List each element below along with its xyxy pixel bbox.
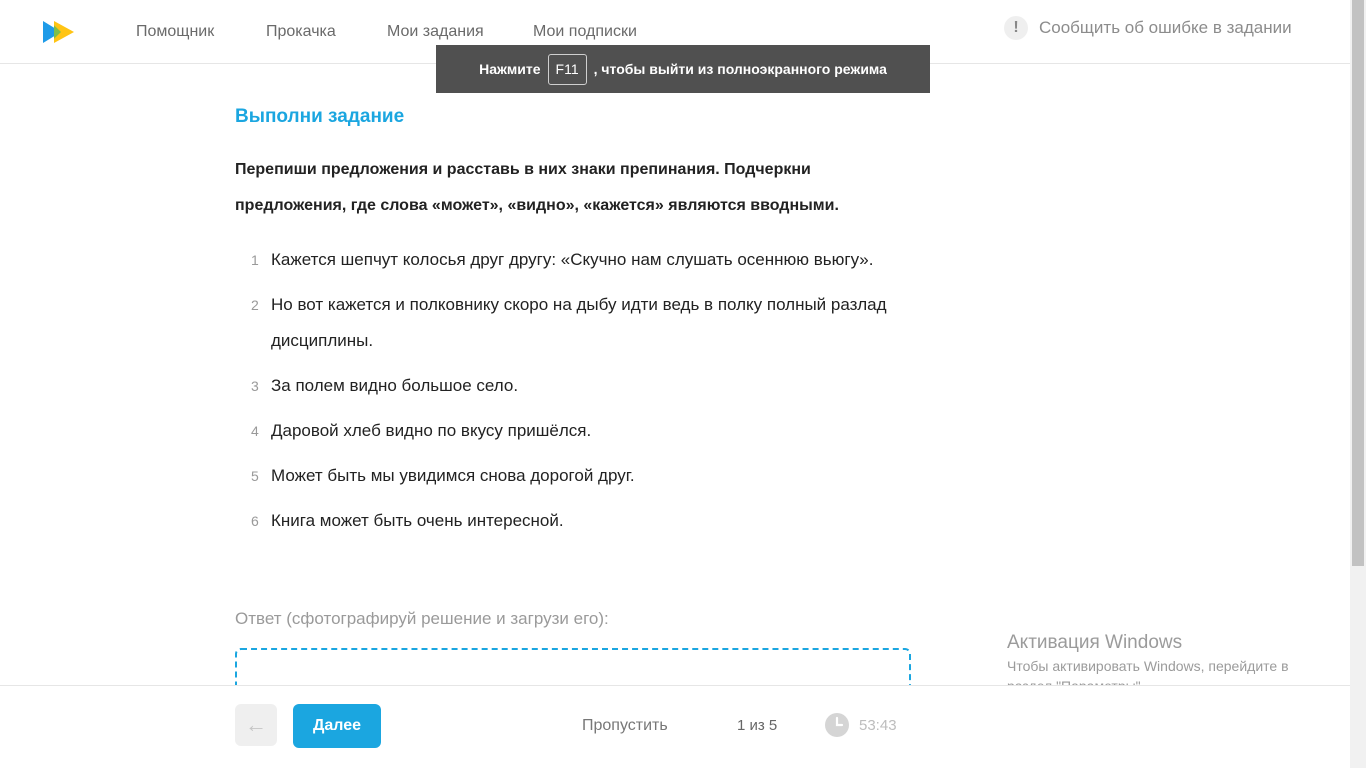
item-number: 6	[251, 513, 259, 529]
bottom-bar	[0, 685, 1350, 769]
back-button[interactable]	[235, 704, 277, 746]
task-title: Выполни задание	[235, 106, 405, 127]
item-number: 2	[251, 297, 259, 313]
next-button[interactable]: Далее	[293, 704, 381, 748]
timer	[825, 713, 897, 737]
item-text: Кажется шепчут колосья друг другу: «Скучно нам слушать осеннюю вьюгу».	[271, 250, 874, 269]
item-text: Может быть мы увидимся снова дорогой друг.	[271, 466, 635, 485]
nav-item-subscriptions[interactable]: Мои подписки	[533, 23, 637, 40]
list-item	[240, 458, 900, 494]
list-item	[240, 368, 900, 404]
list-item	[240, 287, 900, 359]
skip-button[interactable]: Пропустить	[582, 717, 668, 734]
answer-label: Ответ (сфотографируй решение и загрузи его):	[235, 609, 609, 628]
page-scrollbar[interactable]	[1350, 0, 1366, 768]
logo-icon[interactable]	[41, 20, 75, 44]
watermark-title: Активация Windows	[1007, 632, 1183, 653]
list-item	[240, 503, 900, 539]
item-number: 5	[251, 468, 259, 484]
item-text: Но вот кажется и полковнику скоро на дыбу идти ведь в полку полный разлад дисциплины.	[271, 295, 887, 350]
item-number: 1	[251, 252, 259, 268]
toast-prefix: Нажмите	[479, 61, 541, 77]
sentence-list	[240, 242, 900, 548]
item-text: Даровой хлеб видно по вкусу пришёлся.	[271, 421, 592, 440]
item-text: За полем видно большое село.	[271, 376, 519, 395]
watermark-text: Чтобы активировать Windows, перейдите в	[1007, 658, 1289, 674]
nav-item-training[interactable]: Прокачка	[266, 23, 336, 40]
arrow-left-icon: ←	[245, 712, 267, 737]
task-instruction: Перепиши предложения и расставь в них знаки препинания. Подчеркни предложения, где слова «может», «видно», «кажется» являются вводными.	[235, 161, 839, 214]
list-item	[240, 242, 900, 278]
item-number: 4	[251, 423, 259, 439]
exclamation-icon: !	[1004, 16, 1028, 40]
item-number: 3	[251, 378, 259, 394]
report-error-link[interactable]	[1004, 16, 1292, 40]
clock-icon	[825, 713, 849, 737]
nav-item-my-tasks[interactable]: Мои задания	[387, 23, 484, 40]
nav-item-helper[interactable]: Помощник	[136, 23, 215, 40]
toast-suffix: , чтобы выйти из полноэкранного режима	[593, 61, 887, 77]
f11-key-badge: F11	[548, 54, 587, 85]
scrollbar-thumb[interactable]	[1352, 0, 1364, 566]
question-counter: 1 из 5	[737, 717, 778, 734]
timer-value: 53:43	[859, 716, 897, 734]
fullscreen-toast	[436, 45, 930, 93]
list-item	[240, 413, 900, 449]
report-error-label: Сообщить об ошибке в задании	[1039, 18, 1292, 37]
item-text: Книга может быть очень интересной.	[271, 511, 564, 530]
